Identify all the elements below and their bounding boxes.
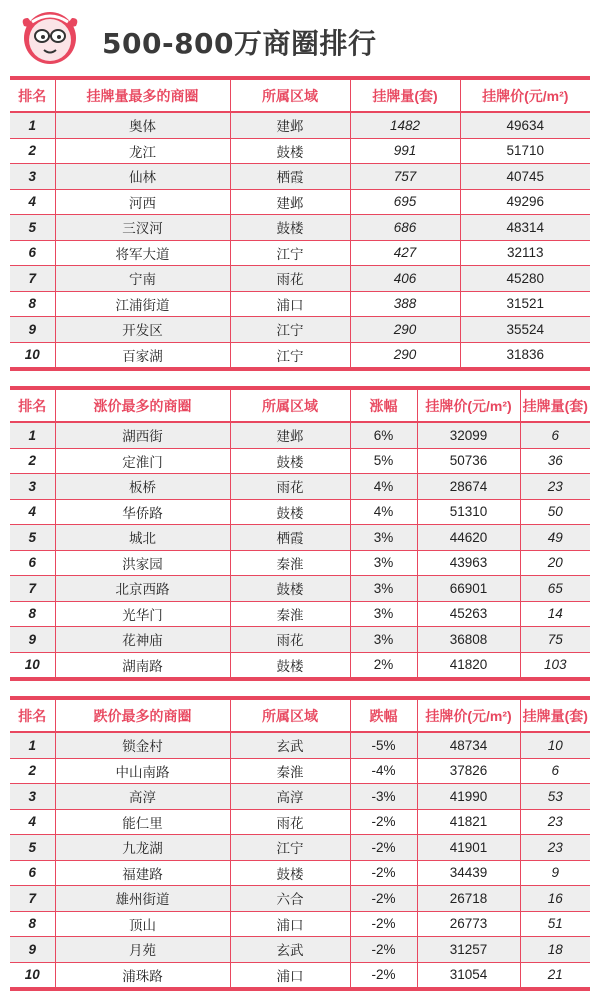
rank-cell: 10 [10,652,55,679]
value-cell: -2% [350,860,417,886]
value-cell: -2% [350,962,417,989]
price-drop-ranking-table [10,696,590,991]
district-cell: 定淮门 [55,448,230,474]
count-cell: 427 [350,240,460,266]
table-row [10,937,590,963]
district-cell: 北京西路 [55,576,230,602]
district-cell: 光华门 [55,601,230,627]
price-cell: 34439 [417,860,520,886]
count-cell: 51 [520,911,590,937]
value-cell: -2% [350,835,417,861]
page-header [0,0,600,72]
price-cell: 31257 [417,937,520,963]
price-cell: 26773 [417,911,520,937]
value-cell: -4% [350,758,417,784]
count-cell: 65 [520,576,590,602]
district-cell: 将军大道 [55,240,230,266]
table-row [10,758,590,784]
table-row [10,784,590,810]
rank-cell: 7 [10,266,55,292]
rank-cell: 10 [10,962,55,989]
count-cell: 36 [520,448,590,474]
table-row [10,422,590,448]
district-cell: 花神庙 [55,627,230,653]
value-cell: 6% [350,422,417,448]
price-cell: 48314 [460,215,590,241]
header-region: 所属区域 [230,390,350,422]
price-cell: 41820 [417,652,520,679]
count-cell: 695 [350,189,460,215]
table-row [10,911,590,937]
count-cell: 23 [520,474,590,500]
header-change: 跌幅 [350,700,417,732]
district-cell: 华侨路 [55,499,230,525]
table-row [10,550,590,576]
region-cell: 六合 [230,886,350,912]
rank-cell: 1 [10,112,55,138]
count-cell: 21 [520,962,590,989]
page-title: 500-800万商圈排行 [102,27,377,60]
header-price: 挂牌价(元/m²) [460,80,590,112]
count-cell: 406 [350,266,460,292]
table-header-row [10,80,590,112]
rank-cell: 4 [10,499,55,525]
region-cell: 鼓楼 [230,138,350,164]
district-cell: 河西 [55,189,230,215]
table-row [10,240,590,266]
count-cell: 53 [520,784,590,810]
rank-cell: 1 [10,422,55,448]
district-cell: 湖西街 [55,422,230,448]
region-cell: 鼓楼 [230,576,350,602]
price-cell: 31836 [460,342,590,369]
rank-cell: 9 [10,317,55,343]
rank-cell: 3 [10,164,55,190]
count-cell: 9 [520,860,590,886]
header-rank: 排名 [10,80,55,112]
count-cell: 1482 [350,112,460,138]
count-cell: 14 [520,601,590,627]
table-row [10,652,590,679]
district-cell: 锁金村 [55,732,230,758]
region-cell: 江宁 [230,240,350,266]
district-cell: 洪家园 [55,550,230,576]
table-row [10,291,590,317]
price-cell: 51710 [460,138,590,164]
value-cell: -2% [350,809,417,835]
price-cell: 45280 [460,266,590,292]
rank-cell: 8 [10,911,55,937]
value-cell: -3% [350,784,417,810]
rank-cell: 8 [10,291,55,317]
table-row [10,474,590,500]
table-row [10,112,590,138]
count-cell: 6 [520,422,590,448]
table-row [10,886,590,912]
value-cell: 3% [350,601,417,627]
price-cell: 36808 [417,627,520,653]
price-cell: 48734 [417,732,520,758]
rank-cell: 7 [10,886,55,912]
region-cell: 鼓楼 [230,499,350,525]
rank-cell: 3 [10,474,55,500]
count-cell: 991 [350,138,460,164]
table-row [10,189,590,215]
rank-cell: 6 [10,860,55,886]
count-cell: 10 [520,732,590,758]
header-price: 挂牌价(元/m²) [417,390,520,422]
price-cell: 41821 [417,809,520,835]
region-cell: 雨花 [230,474,350,500]
price-rise-ranking-table [10,386,590,681]
price-cell: 40745 [460,164,590,190]
price-cell: 37826 [417,758,520,784]
rank-cell: 9 [10,937,55,963]
region-cell: 秦淮 [230,550,350,576]
district-cell: 中山南路 [55,758,230,784]
header-rank: 排名 [10,390,55,422]
count-cell: 103 [520,652,590,679]
table-row [10,138,590,164]
region-cell: 鼓楼 [230,448,350,474]
count-cell: 16 [520,886,590,912]
table-row [10,576,590,602]
rank-cell: 4 [10,189,55,215]
table-row [10,266,590,292]
rank-cell: 2 [10,758,55,784]
table-row [10,317,590,343]
district-cell: 高淳 [55,784,230,810]
region-cell: 鼓楼 [230,215,350,241]
region-cell: 玄武 [230,937,350,963]
district-cell: 奥体 [55,112,230,138]
table-row [10,342,590,369]
header-count: 挂牌量(套) [350,80,460,112]
table-row [10,448,590,474]
district-cell: 龙江 [55,138,230,164]
region-cell: 高淳 [230,784,350,810]
region-cell: 玄武 [230,732,350,758]
price-cell: 51310 [417,499,520,525]
value-cell: 4% [350,499,417,525]
district-cell: 顶山 [55,911,230,937]
district-cell: 月苑 [55,937,230,963]
table-row [10,809,590,835]
region-cell: 栖霞 [230,164,350,190]
region-cell: 雨花 [230,809,350,835]
value-cell: -5% [350,732,417,758]
price-cell: 43963 [417,550,520,576]
value-cell: 5% [350,448,417,474]
table-row [10,732,590,758]
count-cell: 49 [520,525,590,551]
rank-cell: 4 [10,809,55,835]
price-cell: 32113 [460,240,590,266]
region-cell: 建邺 [230,422,350,448]
rank-cell: 2 [10,138,55,164]
table-row [10,164,590,190]
table-row [10,627,590,653]
value-cell: -2% [350,911,417,937]
region-cell: 建邺 [230,112,350,138]
listing-count-ranking-table [10,76,590,371]
price-cell: 49634 [460,112,590,138]
district-cell: 板桥 [55,474,230,500]
count-cell: 757 [350,164,460,190]
count-cell: 686 [350,215,460,241]
rank-cell: 1 [10,732,55,758]
district-cell: 湖南路 [55,652,230,679]
mascot-logo-icon [18,6,82,68]
price-cell: 49296 [460,189,590,215]
rank-cell: 5 [10,215,55,241]
rank-cell: 6 [10,240,55,266]
count-cell: 23 [520,835,590,861]
price-cell: 50736 [417,448,520,474]
region-cell: 浦口 [230,291,350,317]
price-cell: 32099 [417,422,520,448]
region-cell: 鼓楼 [230,652,350,679]
value-cell: -2% [350,886,417,912]
count-cell: 75 [520,627,590,653]
value-cell: 4% [350,474,417,500]
rank-cell: 5 [10,835,55,861]
value-cell: 3% [350,550,417,576]
price-cell: 31054 [417,962,520,989]
district-cell: 百家湖 [55,342,230,369]
district-cell: 开发区 [55,317,230,343]
region-cell: 秦淮 [230,601,350,627]
region-cell: 浦口 [230,962,350,989]
price-cell: 35524 [460,317,590,343]
table-header-row [10,390,590,422]
table-row [10,835,590,861]
value-cell: 3% [350,627,417,653]
rank-cell: 10 [10,342,55,369]
table-row [10,962,590,989]
table-header-row [10,700,590,732]
region-cell: 栖霞 [230,525,350,551]
district-cell: 福建路 [55,860,230,886]
region-cell: 浦口 [230,911,350,937]
header-price: 挂牌价(元/m²) [417,700,520,732]
header-count: 挂牌量(套) [520,700,590,732]
count-cell: 18 [520,937,590,963]
price-cell: 28674 [417,474,520,500]
district-cell: 九龙湖 [55,835,230,861]
region-cell: 雨花 [230,266,350,292]
value-cell: 3% [350,576,417,602]
table-row [10,601,590,627]
price-cell: 44620 [417,525,520,551]
district-cell: 江浦街道 [55,291,230,317]
value-cell: 2% [350,652,417,679]
count-cell: 6 [520,758,590,784]
price-cell: 26718 [417,886,520,912]
count-cell: 50 [520,499,590,525]
table-row [10,215,590,241]
district-cell: 雄州街道 [55,886,230,912]
price-cell: 45263 [417,601,520,627]
region-cell: 鼓楼 [230,860,350,886]
region-cell: 建邺 [230,189,350,215]
rank-cell: 8 [10,601,55,627]
table-row [10,499,590,525]
table-row [10,860,590,886]
value-cell: 3% [350,525,417,551]
header-region: 所属区域 [230,80,350,112]
region-cell: 江宁 [230,342,350,369]
rank-cell: 6 [10,550,55,576]
district-cell: 能仁里 [55,809,230,835]
rank-cell: 5 [10,525,55,551]
header-district: 挂牌量最多的商圈 [55,80,230,112]
header-district: 涨价最多的商圈 [55,390,230,422]
rank-cell: 3 [10,784,55,810]
header-change: 涨幅 [350,390,417,422]
table-row [10,525,590,551]
district-cell: 浦珠路 [55,962,230,989]
region-cell: 江宁 [230,317,350,343]
header-district: 跌价最多的商圈 [55,700,230,732]
count-cell: 23 [520,809,590,835]
price-cell: 31521 [460,291,590,317]
count-cell: 388 [350,291,460,317]
district-cell: 城北 [55,525,230,551]
header-rank: 排名 [10,700,55,732]
rank-cell: 7 [10,576,55,602]
district-cell: 宁南 [55,266,230,292]
price-cell: 41990 [417,784,520,810]
count-cell: 290 [350,342,460,369]
rank-cell: 2 [10,448,55,474]
count-cell: 290 [350,317,460,343]
rank-cell: 9 [10,627,55,653]
region-cell: 秦淮 [230,758,350,784]
region-cell: 江宁 [230,835,350,861]
count-cell: 20 [520,550,590,576]
district-cell: 三汊河 [55,215,230,241]
header-count: 挂牌量(套) [520,390,590,422]
price-cell: 41901 [417,835,520,861]
price-cell: 66901 [417,576,520,602]
header-region: 所属区域 [230,700,350,732]
value-cell: -2% [350,937,417,963]
region-cell: 雨花 [230,627,350,653]
district-cell: 仙林 [55,164,230,190]
